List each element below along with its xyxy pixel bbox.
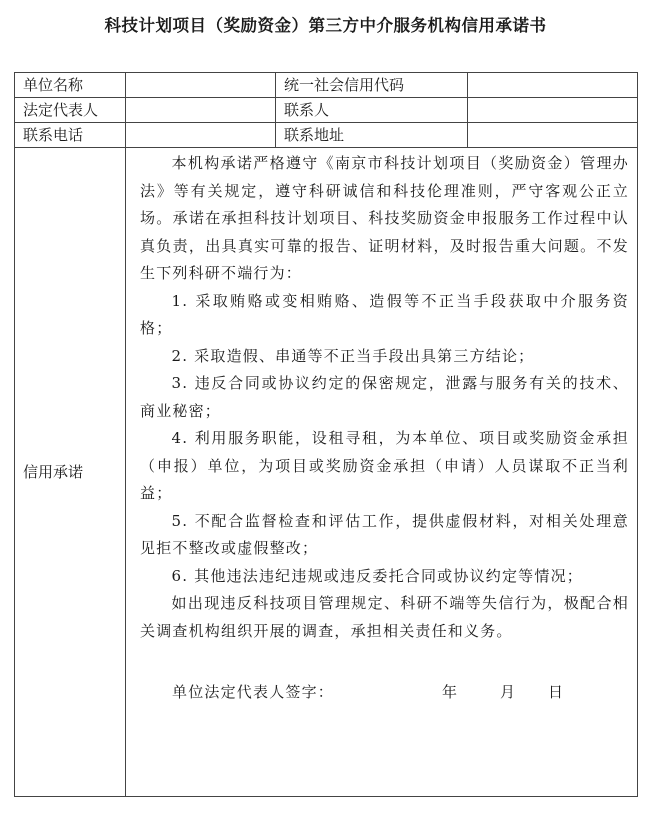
commitment-item-1: 1. 采取贿赂或变相贿赂、造假等不正当手段获取中介服务资格； [140, 291, 629, 337]
credit-commitment-body [126, 148, 638, 797]
credit-code-label: 统一社会信用代码 [276, 73, 468, 98]
signature-label: 单位法定代表人签字： [172, 683, 335, 701]
signature-line [140, 679, 629, 707]
commitment-item-4: 4. 利用服务职能，设租寻租，为本单位、项目或奖励资金承担（申报）单位，为项目或奖励资金承担（申请）人员谋取不正当利益； [140, 429, 629, 502]
contact-person-value[interactable] [468, 98, 638, 123]
phone-label: 联系电话 [15, 123, 126, 148]
commitment-item-6: 6. 其他违法违纪违规或违反委托合同或协议约定等情况； [171, 566, 583, 585]
commitment-item-2: 2. 采取造假、串通等不正当手段出具第三方结论； [171, 346, 535, 365]
credit-code-value[interactable] [468, 73, 638, 98]
month-label: 月 [500, 683, 517, 701]
unit-name-value[interactable] [126, 73, 276, 98]
credit-commitment-form [14, 72, 638, 797]
row-phone [15, 123, 638, 148]
document-title: 科技计划项目（奖励资金）第三方中介服务机构信用承诺书 [104, 16, 547, 35]
legal-rep-value[interactable] [126, 98, 276, 123]
row-credit-commitment [15, 148, 638, 797]
legal-rep-label: 法定代表人 [15, 98, 126, 123]
address-label: 联系地址 [276, 123, 468, 148]
commitment-item-3: 3. 违反合同或协议约定的保密规定，泄露与服务有关的技术、商业秘密； [140, 374, 629, 420]
phone-value[interactable] [126, 123, 276, 148]
address-value[interactable] [468, 123, 638, 148]
unit-name-label: 单位名称 [15, 73, 126, 98]
commitment-item-5: 5. 不配合监督检查和评估工作，提供虚假材料，对相关处理意见拒不整改或虚假整改； [140, 511, 629, 557]
contact-person-label: 联系人 [276, 98, 468, 123]
row-legal-rep [15, 98, 638, 123]
year-label: 年 [442, 683, 459, 701]
commitment-closing: 如出现违反科技项目管理规定、科研不端等失信行为，极配合相关调查机构组织开展的调查，承担相关责任和义务。 [140, 594, 629, 640]
commitment-intro: 本机构承诺严格遵守《南京市科技计划项目（奖励资金）管理办法》等有关规定，遵守科研诚信和科技伦理准则，严守客观公正立场。承诺在承担科技计划项目、科技奖励资金申报服务工作过程中认真负责，出具真实可靠的报告、证明材料，及时报告重大问题。不发生下列科研不端行为： [140, 154, 629, 282]
row-unit-name [15, 73, 638, 98]
day-label: 日 [548, 683, 565, 701]
credit-commitment-label: 信用承诺 [15, 148, 126, 797]
